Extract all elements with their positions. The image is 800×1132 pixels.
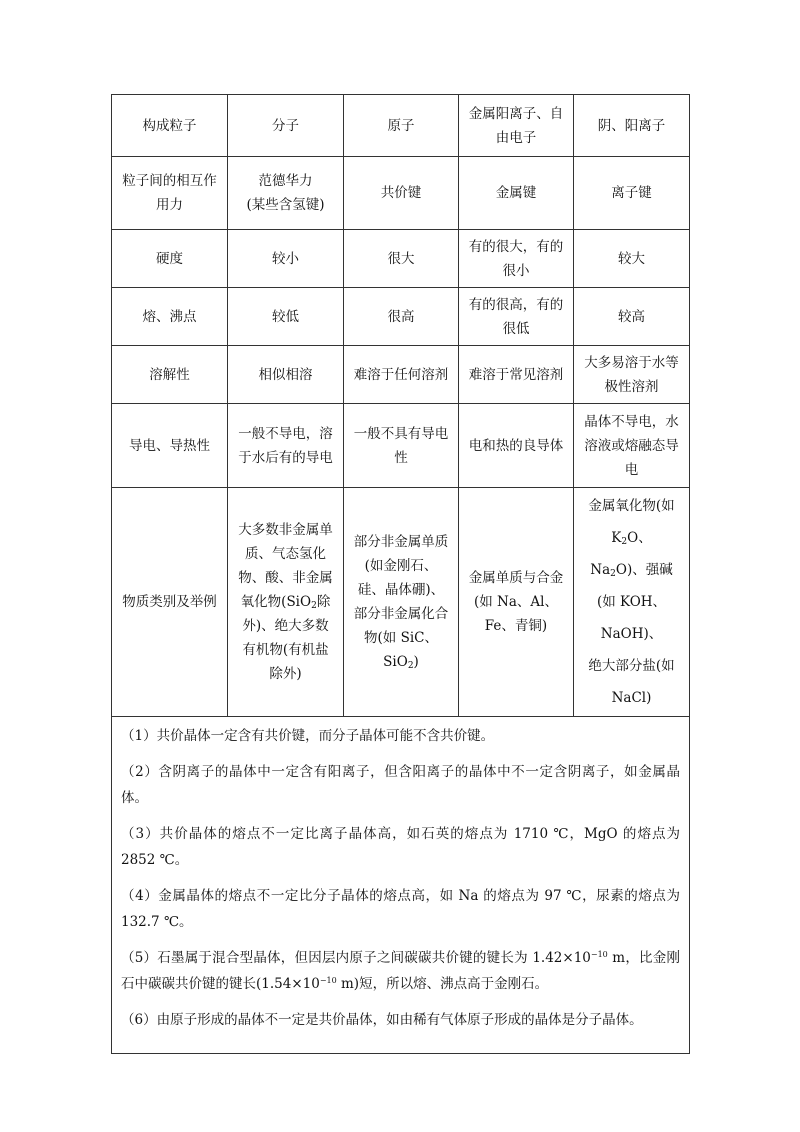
row-examples [112,488,690,717]
cell-metallic: 有的很大，有的 很小 [459,230,574,288]
row-melting-point [112,288,690,346]
row-label: 硬度 [112,230,228,288]
row-label: 物质类别及举例 [112,488,228,717]
row-label: 构成粒子 [112,95,228,157]
cell-ionic: 较大 [574,230,690,288]
notes-cell [112,717,690,1054]
row-hardness [112,230,690,288]
cell-molecular: 较低 [228,288,344,346]
crystal-comparison-table [111,94,690,1054]
cell-covalent: 共价键 [344,157,459,230]
cell-metallic: 金属阳离子、自 由电子 [459,95,574,157]
cell-molecular: 分子 [228,95,344,157]
row-label: 导电、导热性 [112,404,228,488]
row-solubility [112,346,690,404]
cell-ionic: 金属氧化物(如 $K_2O$、 $Na_2O$)、强碱 (如 KOH、 NaOH)、 绝大部分盐(如 NaCl) [574,488,690,717]
cell-covalent: 部分非金属单质 (如金刚石、 硅、晶体硼)、 部分非金属化合 物(如 SiC、 SiO$_2$) [344,488,459,717]
cell-metallic: 电和热的良导体 [459,404,574,488]
cell-molecular: 范德华力 (某些含氢键) [228,157,344,230]
cell-ionic: 晶体不导电，水 溶液或熔融态导 电 [574,404,690,488]
note-5: （5）石墨属于混合型晶体，但因层内原子之间碳碳共价键的键长为 $1.42\times 10^{-10}$ m，比金刚石中碳碳共价键的键长($1.54\times 10^{-10}$ m)短，所以熔、沸点高于金刚石。 [121,950,680,992]
cell-metallic: 金属单质与合金 (如 Na、Al、 Fe、青铜) [459,488,574,717]
row-label: 熔、沸点 [112,288,228,346]
cell-ionic: 离子键 [574,157,690,230]
cell-metallic: 难溶于常见溶剂 [459,346,574,404]
note-3: （3）共价晶体的熔点不一定比离子晶体高，如石英的熔点为 1710 ℃，MgO 的熔点为 2852 ℃。 [121,826,680,868]
row-label: 粒子间的相互作 用力 [112,157,228,230]
cell-covalent: 很大 [344,230,459,288]
cell-molecular: 一般不导电，溶 于水后有的导电 [228,404,344,488]
cell-molecular: 较小 [228,230,344,288]
row-notes [112,717,690,1054]
cell-metallic: 金属键 [459,157,574,230]
cell-ionic: 大多易溶于水等 极性溶剂 [574,346,690,404]
row-particles [112,95,690,157]
cell-covalent: 很高 [344,288,459,346]
note-6: （6）由原子形成的晶体不一定是共价晶体，如由稀有气体原子形成的晶体是分子晶体。 [121,1012,643,1028]
row-label: 溶解性 [112,346,228,404]
cell-covalent: 原子 [344,95,459,157]
cell-ionic: 阴、阳离子 [574,95,690,157]
cell-covalent: 一般不具有导电 性 [344,404,459,488]
row-conductivity [112,404,690,488]
cell-ionic: 较高 [574,288,690,346]
note-2: （2）含阴离子的晶体中一定含有阳离子，但含阳离子的晶体中不一定含阴离子，如金属晶体。 [121,764,680,806]
row-interaction [112,157,690,230]
cell-covalent: 难溶于任何溶剂 [344,346,459,404]
note-1: （1）共价晶体一定含有共价键，而分子晶体可能不含共价键。 [121,728,495,744]
cell-molecular: 相似相溶 [228,346,344,404]
cell-molecular: 大多数非金属单 质、气态氢化 物、酸、非金属 氧化物(SiO$_2$除 外)、绝大多数 有机物(有机盐 除外) [228,488,344,717]
note-4: （4）金属晶体的熔点不一定比分子晶体的熔点高，如 Na 的熔点为 97 ℃，尿素的熔点为 132.7 ℃。 [121,888,680,930]
cell-metallic: 有的很高，有的 很低 [459,288,574,346]
